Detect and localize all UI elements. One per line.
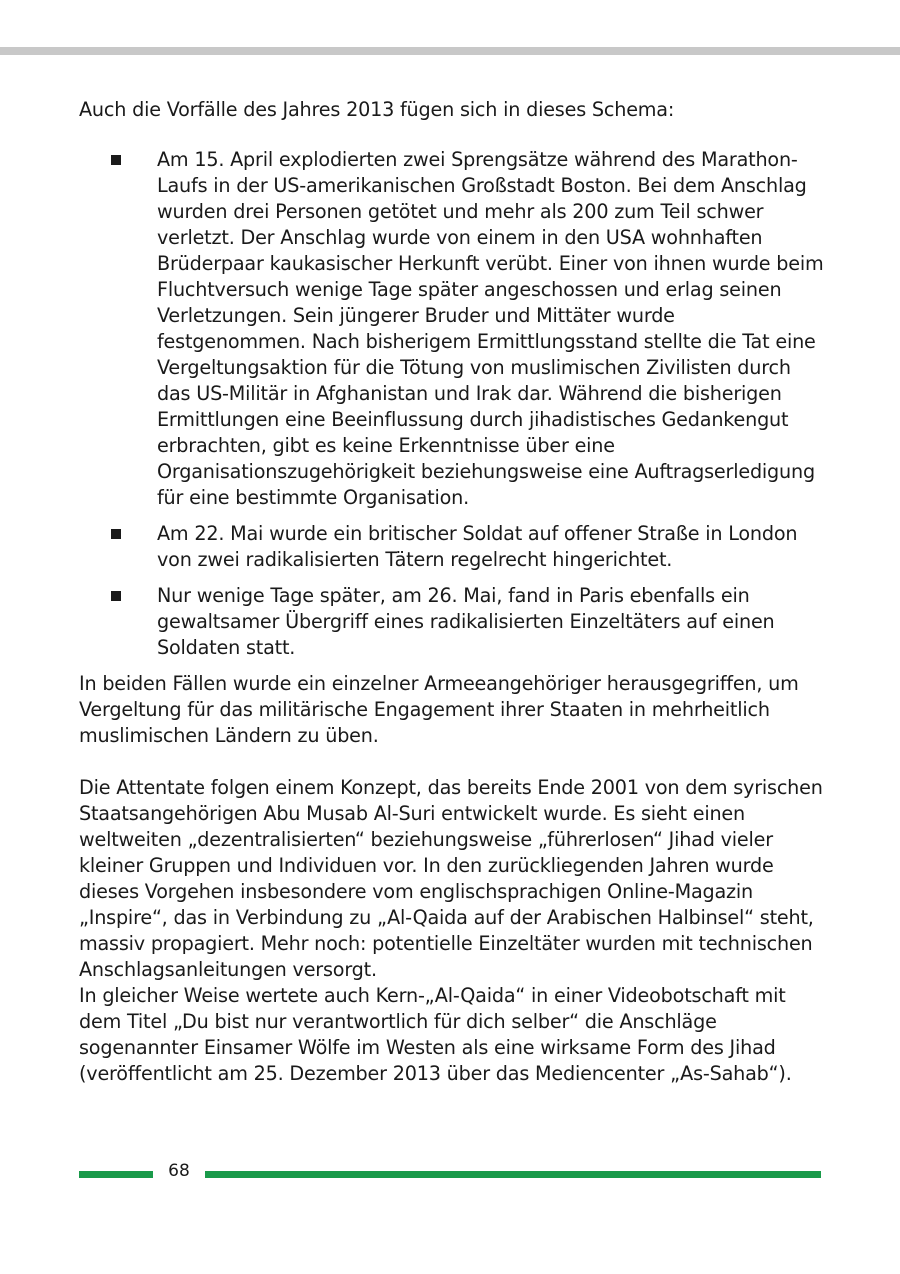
square-bullet-icon: [111, 591, 121, 601]
intro-paragraph: Auch die Vorfälle des Jahres 2013 fügen sich in dieses Schema:: [79, 98, 675, 121]
list-item-boston: [79, 147, 824, 511]
footer-accent-bar-left: [79, 1171, 153, 1178]
page-number: 68: [168, 1161, 190, 1181]
list-item-text: Am 15. April explodierten zwei Sprengsätze während des Marathon-Laufs in der US-amerikanischen Großstadt Boston. Bei dem Anschlag wurden drei Personen getötet und mehr als 200 zum Teil schwer verletzt. Der Anschlag wurde von einem in den USA wohnhaften Brüderpaar kaukasischer Herkunft verübt. Einer von ihnen wurde beim Fluchtversuch wenige Tage später angeschossen und erlag seinen Verletzungen. Sein jüngerer Bruder und Mittäter wurde festgenommen. Nach bisherigem Ermittlungsstand stellte die Tat eine Vergeltungsaktion für die Tötung von muslimischen Zivilisten durch das US-Militär in Afghanistan und Irak dar. Während die bisherigen Ermittlungen eine Beeinflussung durch jihadistisches Gedankengut erbrachten, gibt es keine Erkenntnisse über eine Organisationszugehörigkeit beziehungsweise eine Auftragserledigung für eine bestimmte Organisation.: [157, 148, 824, 509]
footer-accent-bar-right: [205, 1171, 821, 1178]
header-rule: [0, 47, 900, 55]
list-item-text: Nur wenige Tage später, am 26. Mai, fand in Paris ebenfalls ein gewaltsamer Übergriff eines radikalisierten Einzeltäters auf einen Soldaten statt.: [157, 584, 775, 659]
video-message-paragraph: In gleicher Weise wertete auch Kern-„Al-Qaida“ in einer Videobotschaft mit dem Titel „Du bist nur verantwortlich für dich selber“ die Anschläge sogenannter Einsamer Wölfe im Westen als eine wirksame Form des Jihad (veröffentlicht am 25. Dezember 2013 über das Mediencenter „As-Sahab“).: [79, 984, 792, 1085]
summary-paragraph: In beiden Fällen wurde ein einzelner Armeeangehöriger herausgegriffen, um Vergeltung für das militärische Engagement ihrer Staaten in mehrheitlich muslimischen Ländern zu üben.: [79, 672, 799, 747]
page-footer: [79, 1158, 821, 1184]
square-bullet-icon: [111, 529, 121, 539]
list-item-paris: [79, 583, 824, 661]
list-item-text: Am 22. Mai wurde ein britischer Soldat auf offener Straße in London von zwei radikalisierten Tätern regelrecht hingerichtet.: [157, 522, 798, 571]
page-content: [79, 97, 824, 1087]
list-item-london: [79, 521, 824, 573]
incident-list: [79, 147, 824, 661]
concept-paragraph: Die Attentate folgen einem Konzept, das bereits Ende 2001 von dem syrischen Staatsangehörigen Abu Musab Al-Suri entwickelt wurde. Es sieht einen weltweiten „dezentralisierten“ beziehungsweise „führerlosen“ Jihad vieler kleiner Gruppen und Individuen vor. In den zurückliegenden Jahren wurde dieses Vorgehen insbesondere vom englischsprachigen Online-Magazin „Inspire“, das in Verbindung zu „Al-Qaida auf der Arabischen Halbinsel“ steht, massiv propagiert. Mehr noch: potentielle Einzeltäter wurden mit technischen Anschlagsanleitungen versorgt.: [79, 776, 823, 981]
square-bullet-icon: [111, 155, 121, 165]
